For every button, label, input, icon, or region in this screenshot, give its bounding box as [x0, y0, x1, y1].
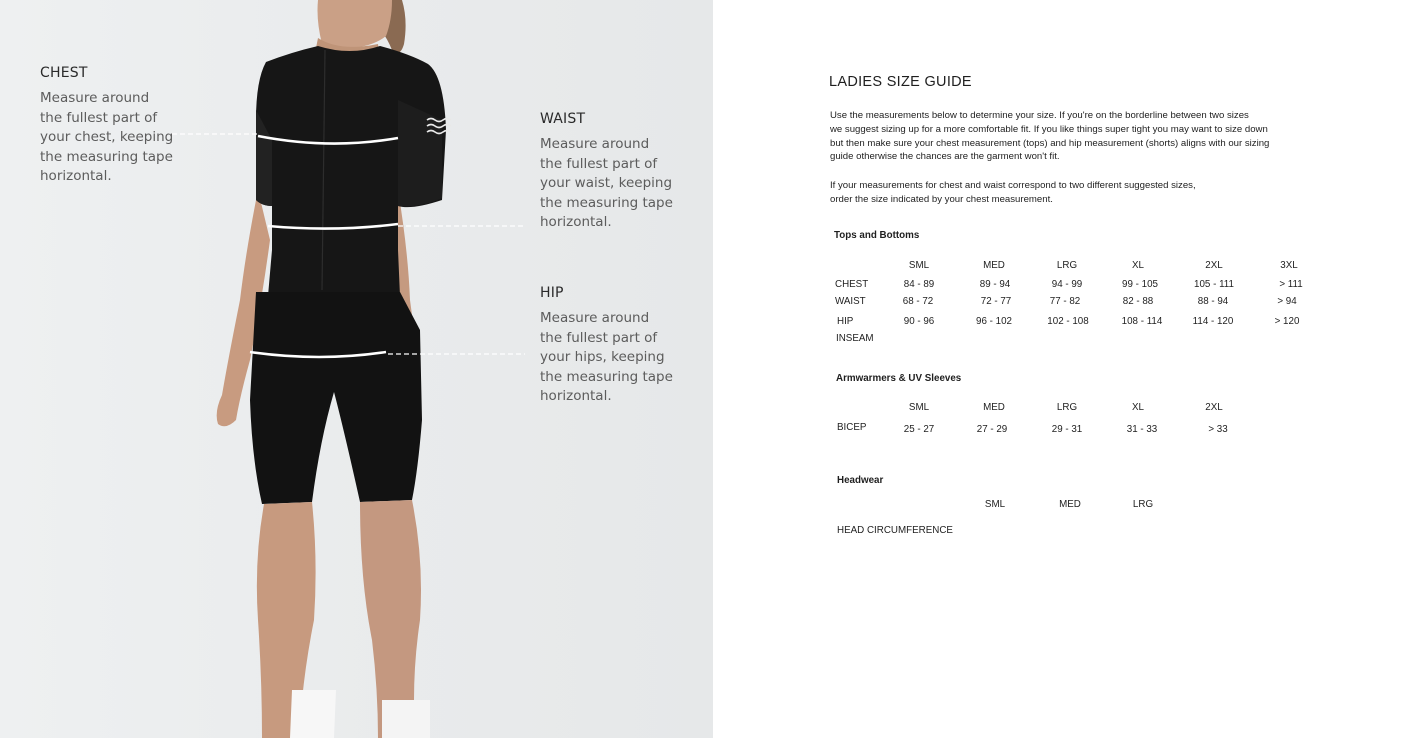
- guide-note-text: If your measurements for chest and waist correspond to two different suggested sizes, order the size indicated by your chest measurement.: [830, 180, 1196, 205]
- table-cell: 82 - 88: [1122, 296, 1154, 307]
- row-label-chest: CHEST: [835, 279, 869, 290]
- row-label-inseam: INSEAM: [836, 333, 874, 344]
- size-header: XL: [1132, 402, 1144, 413]
- size-header: 2XL: [1205, 260, 1223, 271]
- guide-title: LADIES SIZE GUIDE: [829, 74, 972, 90]
- size-guide-panel: [713, 0, 1425, 738]
- size-header: MED: [983, 402, 1005, 413]
- table-cell: 102 - 108: [1047, 316, 1089, 327]
- table-cell: 31 - 33: [1126, 424, 1158, 435]
- size-header: SML: [984, 499, 1006, 510]
- chest-label: CHEST: [40, 65, 88, 81]
- row-label-bicep: BICEP: [837, 422, 867, 433]
- chest-description: Measure around the fullest part of your chest, keeping the measuring tape horizontal.: [40, 90, 174, 184]
- table-cell: 84 - 89: [903, 279, 935, 290]
- size-header: 3XL: [1280, 260, 1298, 271]
- headwear-section-title: Headwear: [837, 475, 884, 486]
- row-label-hip: HIP: [837, 316, 854, 327]
- table-cell: 72 - 77: [980, 296, 1012, 307]
- table-cell: > 33: [1208, 424, 1228, 435]
- size-header: LRG: [1056, 402, 1078, 413]
- table-cell: > 111: [1279, 279, 1303, 290]
- table-cell: 77 - 82: [1049, 296, 1081, 307]
- table-cell: 68 - 72: [902, 296, 934, 307]
- guide-intro-text: Use the measurements below to determine your size. If you're on the borderline between two sizes we suggest sizing up for a more comfortable fit. If you like things super tight you may want to size down but then make sure your chest measurement (tops) and hip measurement (shorts) aligns with our sizing guide otherwise the chances are the garment won't fit.: [830, 110, 1270, 163]
- table-cell: 105 - 111: [1194, 279, 1234, 290]
- table-cell: 29 - 31: [1051, 424, 1083, 435]
- row-label-waist: WAIST: [835, 296, 866, 307]
- row-label-head-circumference: HEAD CIRCUMFERENCE: [837, 525, 953, 536]
- table-cell: 96 - 102: [976, 316, 1012, 327]
- size-header: MED: [1059, 499, 1081, 510]
- table-cell: 108 - 114: [1121, 316, 1163, 327]
- table-cell: > 94: [1277, 296, 1297, 307]
- size-header: LRG: [1132, 499, 1154, 510]
- hip-description: Measure around the fullest part of your hips, keeping the measuring tape horizontal.: [540, 310, 673, 404]
- table-cell: 88 - 94: [1197, 296, 1229, 307]
- table-cell: 94 - 99: [1051, 279, 1083, 290]
- tops-section-title: Tops and Bottoms: [834, 230, 920, 241]
- table-cell: 90 - 96: [903, 316, 935, 327]
- size-header: LRG: [1056, 260, 1078, 271]
- armwarmers-section-title: Armwarmers & UV Sleeves: [836, 373, 962, 384]
- size-header: XL: [1132, 260, 1144, 271]
- size-header: SML: [908, 402, 930, 413]
- waist-label: WAIST: [540, 111, 586, 127]
- table-cell: 114 - 120: [1192, 316, 1234, 327]
- table-cell: 25 - 27: [903, 424, 935, 435]
- size-header: SML: [908, 260, 930, 271]
- table-cell: > 120: [1274, 316, 1300, 327]
- hip-label: HIP: [540, 285, 564, 301]
- table-cell: 89 - 94: [979, 279, 1011, 290]
- waist-description: Measure around the fullest part of your waist, keeping the measuring tape horizontal.: [540, 136, 673, 230]
- table-cell: 27 - 29: [976, 424, 1008, 435]
- table-cell: 99 - 105: [1122, 279, 1158, 290]
- size-header: MED: [983, 260, 1005, 271]
- size-header: 2XL: [1205, 402, 1223, 413]
